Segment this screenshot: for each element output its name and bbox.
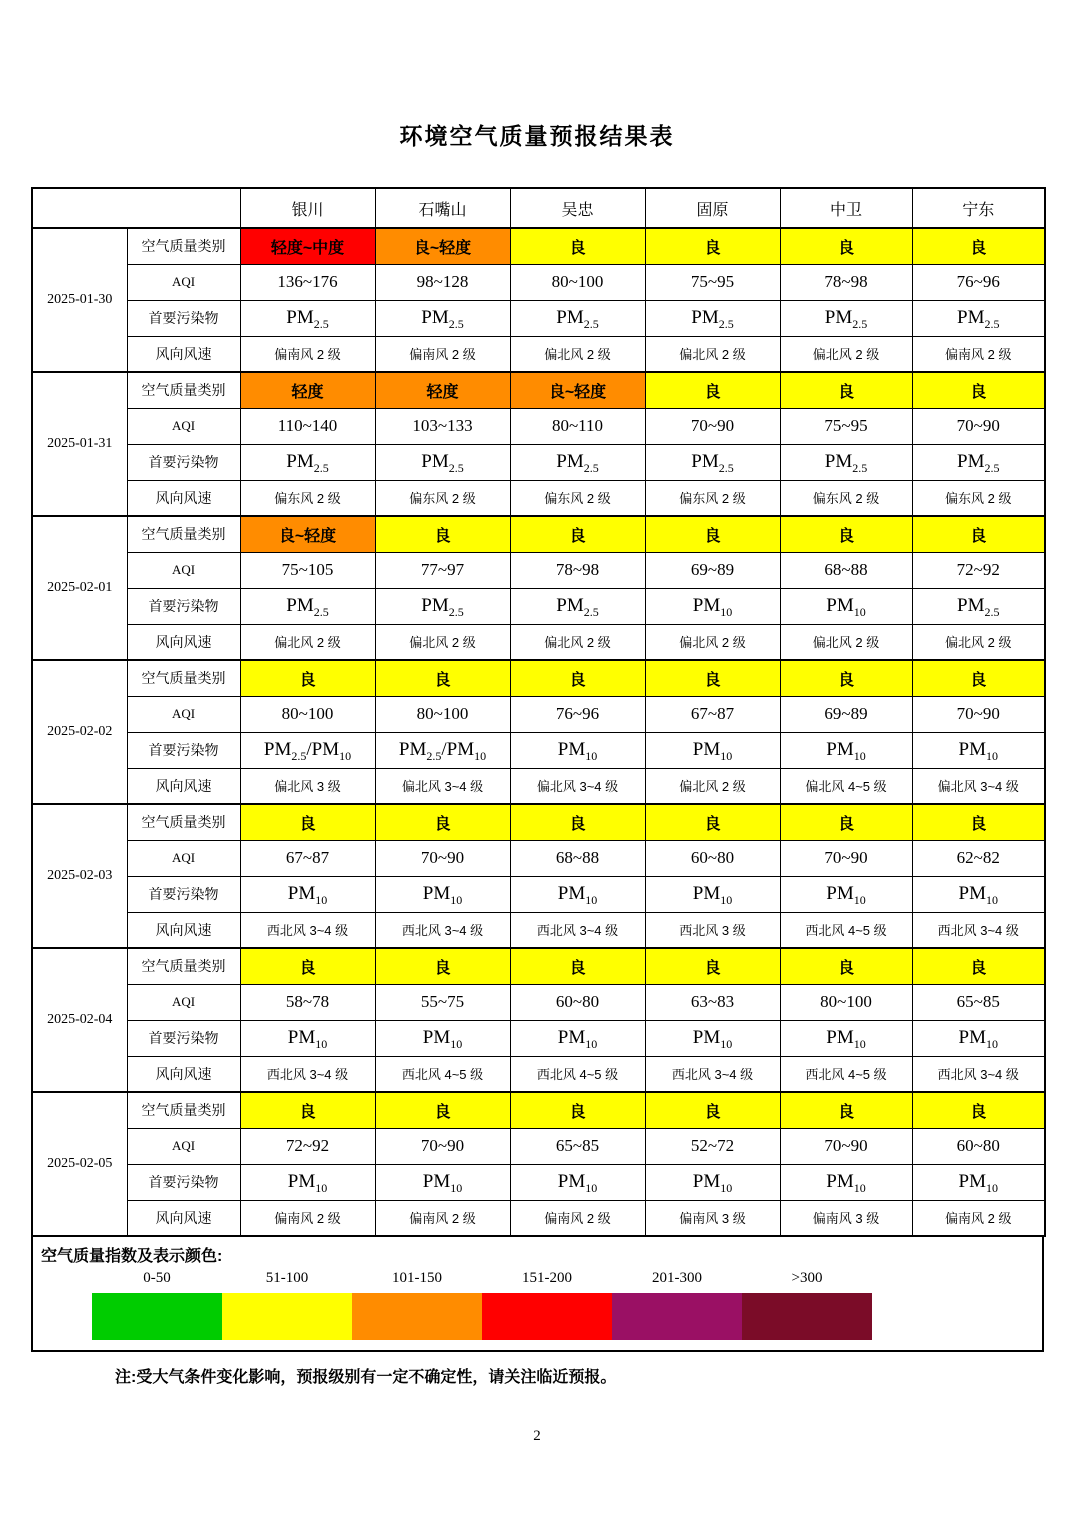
- pollutant-cell: $PM_{2.5}$: [375, 444, 510, 480]
- wind-cell: 偏北风 2 级: [780, 336, 912, 372]
- pollutant-cell: $PM_{10}$: [510, 732, 645, 768]
- aqi-cell: 65~85: [912, 984, 1045, 1020]
- pollutant-cell: $PM_{10}$: [240, 1164, 375, 1200]
- aqi-cell: 63~83: [645, 984, 780, 1020]
- aqi-cell: 70~90: [375, 1128, 510, 1164]
- wind-row: [32, 768, 1045, 804]
- aqi-cell: 98~128: [375, 264, 510, 300]
- category-cell: 良: [375, 948, 510, 984]
- category-cell: 良: [780, 1092, 912, 1128]
- wind-cell: 偏北风 2 级: [240, 624, 375, 660]
- aqi-row: [32, 984, 1045, 1020]
- wind-cell: 偏北风 4~5 级: [780, 768, 912, 804]
- wind-cell: 偏北风 2 级: [780, 624, 912, 660]
- forecast-table: [31, 187, 1046, 1237]
- category-row: [32, 948, 1045, 984]
- legend-swatch: [742, 1293, 872, 1340]
- wind-row: [32, 912, 1045, 948]
- aqi-cell: 70~90: [375, 840, 510, 876]
- category-cell: 良: [375, 804, 510, 840]
- wind-cell: 偏南风 2 级: [912, 1200, 1045, 1236]
- row-label-category: 空气质量类别: [127, 948, 240, 984]
- pollutant-cell: $PM_{10}$: [240, 1020, 375, 1056]
- pollutant-cell: $PM_{10}$: [510, 1020, 645, 1056]
- aqi-cell: 60~80: [645, 840, 780, 876]
- legend-range-labels: [92, 1266, 1042, 1293]
- row-label-wind: 风向风速: [127, 1200, 240, 1236]
- wind-row: [32, 1200, 1045, 1236]
- pollutant-cell: $PM_{10}$: [645, 732, 780, 768]
- pollutant-cell: $PM_{10}$: [780, 732, 912, 768]
- row-label-pollutant: 首要污染物: [127, 1020, 240, 1056]
- row-label-pollutant: 首要污染物: [127, 1164, 240, 1200]
- aqi-cell: 77~97: [375, 552, 510, 588]
- legend-range-label: 101-150: [392, 1270, 442, 1286]
- wind-row: [32, 1056, 1045, 1092]
- legend-swatch: [352, 1293, 482, 1340]
- pollutant-cell: $PM_{10}$: [780, 588, 912, 624]
- legend-swatch: [222, 1293, 352, 1340]
- aqi-cell: 69~89: [780, 696, 912, 732]
- category-cell: 良: [912, 516, 1045, 552]
- row-label-category: 空气质量类别: [127, 372, 240, 408]
- wind-cell: 西北风 4~5 级: [780, 912, 912, 948]
- row-label-pollutant: 首要污染物: [127, 588, 240, 624]
- wind-cell: 偏南风 3 级: [645, 1200, 780, 1236]
- row-label-aqi: AQI: [127, 552, 240, 588]
- aqi-cell: 72~92: [240, 1128, 375, 1164]
- pollutant-row: [32, 300, 1045, 336]
- row-label-aqi: AQI: [127, 840, 240, 876]
- date-cell: 2025-02-04: [32, 948, 127, 1092]
- date-cell: 2025-01-30: [32, 228, 127, 372]
- aqi-cell: 75~105: [240, 552, 375, 588]
- header-row: [32, 188, 1045, 228]
- pollutant-row: [32, 588, 1045, 624]
- pollutant-cell: $PM_{2.5}$: [510, 444, 645, 480]
- category-row: [32, 228, 1045, 264]
- category-cell: 轻度~中度: [240, 228, 375, 264]
- aqi-cell: 70~90: [780, 840, 912, 876]
- category-cell: 良: [780, 228, 912, 264]
- legend-swatch: [92, 1293, 222, 1340]
- wind-cell: 西北风 4~5 级: [780, 1056, 912, 1092]
- wind-cell: 西北风 3~4 级: [240, 912, 375, 948]
- row-label-category: 空气质量类别: [127, 804, 240, 840]
- pollutant-cell: $PM_{2.5}$: [240, 588, 375, 624]
- date-cell: 2025-02-01: [32, 516, 127, 660]
- aqi-row: [32, 696, 1045, 732]
- aqi-row: [32, 552, 1045, 588]
- row-label-aqi: AQI: [127, 1128, 240, 1164]
- wind-cell: 西北风 3~4 级: [912, 1056, 1045, 1092]
- pollutant-cell: $PM_{2.5}$: [510, 300, 645, 336]
- aqi-cell: 80~100: [780, 984, 912, 1020]
- wind-cell: 西北风 3~4 级: [510, 912, 645, 948]
- aqi-cell: 67~87: [240, 840, 375, 876]
- category-cell: 良: [912, 1092, 1045, 1128]
- category-cell: 良: [510, 948, 645, 984]
- category-cell: 良: [645, 1092, 780, 1128]
- wind-row: [32, 336, 1045, 372]
- aqi-cell: 75~95: [780, 408, 912, 444]
- wind-cell: 偏东风 2 级: [510, 480, 645, 516]
- row-label-category: 空气质量类别: [127, 228, 240, 264]
- wind-cell: 偏北风 2 级: [645, 624, 780, 660]
- aqi-cell: 58~78: [240, 984, 375, 1020]
- pollutant-cell: $PM_{2.5}$: [912, 300, 1045, 336]
- pollutant-cell: $PM_{10}$: [375, 1164, 510, 1200]
- city-header-5: 中卫: [780, 188, 912, 228]
- category-cell: 良: [912, 660, 1045, 696]
- aqi-cell: 70~90: [780, 1128, 912, 1164]
- date-cell: 2025-02-05: [32, 1092, 127, 1236]
- wind-cell: 偏南风 2 级: [375, 336, 510, 372]
- category-cell: 良: [645, 228, 780, 264]
- wind-cell: 西北风 4~5 级: [510, 1056, 645, 1092]
- category-cell: 良: [375, 516, 510, 552]
- pollutant-cell: $PM_{2.5}$: [240, 444, 375, 480]
- pollutant-cell: $PM_{10}$: [240, 876, 375, 912]
- aqi-cell: 75~95: [645, 264, 780, 300]
- category-cell: 良: [645, 516, 780, 552]
- aqi-color-legend: [31, 1237, 1044, 1352]
- aqi-cell: 60~80: [912, 1128, 1045, 1164]
- legend-range-label: 201-300: [652, 1270, 702, 1286]
- wind-cell: 偏南风 2 级: [912, 336, 1045, 372]
- aqi-cell: 65~85: [510, 1128, 645, 1164]
- pollutant-cell: $PM_{10}$: [780, 876, 912, 912]
- row-label-pollutant: 首要污染物: [127, 444, 240, 480]
- pollutant-row: [32, 1020, 1045, 1056]
- pollutant-cell: $PM_{10}$: [645, 1020, 780, 1056]
- category-cell: 良: [510, 228, 645, 264]
- category-cell: 良: [240, 1092, 375, 1128]
- pollutant-cell: $PM_{2.5}$: [645, 300, 780, 336]
- wind-cell: 西北风 4~5 级: [375, 1056, 510, 1092]
- pollutant-cell: $PM_{2.5}$: [375, 588, 510, 624]
- category-cell: 良~轻度: [510, 372, 645, 408]
- aqi-cell: 80~100: [240, 696, 375, 732]
- pollutant-cell: $PM_{10}$: [645, 876, 780, 912]
- category-cell: 良: [240, 948, 375, 984]
- legend-title: 空气质量指数及表示颜色:: [41, 1248, 223, 1265]
- pollutant-cell: $PM_{2.5}/PM_{10}$: [240, 732, 375, 768]
- category-row: [32, 1092, 1045, 1128]
- wind-cell: 偏南风 2 级: [375, 1200, 510, 1236]
- category-cell: 良: [780, 804, 912, 840]
- wind-cell: 偏东风 2 级: [780, 480, 912, 516]
- pollutant-cell: $PM_{2.5}$: [780, 444, 912, 480]
- category-row: [32, 372, 1045, 408]
- pollutant-cell: $PM_{2.5}$: [912, 588, 1045, 624]
- category-cell: 良: [912, 228, 1045, 264]
- aqi-cell: 67~87: [645, 696, 780, 732]
- aqi-cell: 70~90: [912, 696, 1045, 732]
- aqi-cell: 76~96: [510, 696, 645, 732]
- date-cell: 2025-02-03: [32, 804, 127, 948]
- wind-cell: 西北风 3~4 级: [912, 912, 1045, 948]
- wind-cell: 西北风 3~4 级: [645, 1056, 780, 1092]
- wind-cell: 偏北风 3 级: [240, 768, 375, 804]
- legend-swatch: [612, 1293, 742, 1340]
- wind-cell: 西北风 3~4 级: [240, 1056, 375, 1092]
- aqi-cell: 80~100: [375, 696, 510, 732]
- row-label-category: 空气质量类别: [127, 660, 240, 696]
- row-label-wind: 风向风速: [127, 624, 240, 660]
- wind-cell: 偏北风 3~4 级: [375, 768, 510, 804]
- pollutant-cell: $PM_{10}$: [645, 588, 780, 624]
- pollutant-row: [32, 732, 1045, 768]
- wind-cell: 偏北风 3~4 级: [912, 768, 1045, 804]
- aqi-cell: 70~90: [645, 408, 780, 444]
- wind-cell: 偏北风 2 级: [510, 624, 645, 660]
- category-cell: 良: [780, 372, 912, 408]
- row-label-category: 空气质量类别: [127, 516, 240, 552]
- date-cell: 2025-01-31: [32, 372, 127, 516]
- wind-cell: 偏北风 2 级: [510, 336, 645, 372]
- wind-cell: 偏北风 2 级: [645, 336, 780, 372]
- wind-cell: 西北风 3 级: [645, 912, 780, 948]
- category-cell: 良: [645, 660, 780, 696]
- wind-cell: 偏北风 3~4 级: [510, 768, 645, 804]
- row-label-aqi: AQI: [127, 408, 240, 444]
- pollutant-cell: $PM_{10}$: [912, 1020, 1045, 1056]
- wind-cell: 偏北风 2 级: [375, 624, 510, 660]
- wind-cell: 偏南风 2 级: [510, 1200, 645, 1236]
- pollutant-row: [32, 444, 1045, 480]
- city-header-1: 银川: [240, 188, 375, 228]
- aqi-cell: 68~88: [780, 552, 912, 588]
- date-cell: 2025-02-02: [32, 660, 127, 804]
- pollutant-cell: $PM_{10}$: [510, 1164, 645, 1200]
- aqi-cell: 62~82: [912, 840, 1045, 876]
- pollutant-cell: $PM_{2.5}$: [645, 444, 780, 480]
- city-header-4: 固原: [645, 188, 780, 228]
- category-row: [32, 804, 1045, 840]
- wind-cell: 偏北风 2 级: [645, 768, 780, 804]
- aqi-row: [32, 840, 1045, 876]
- legend-swatch: [482, 1293, 612, 1340]
- pollutant-cell: $PM_{2.5}$: [240, 300, 375, 336]
- legend-range-label: 0-50: [143, 1270, 171, 1286]
- aqi-cell: 72~92: [912, 552, 1045, 588]
- corner-cell: [32, 188, 240, 228]
- wind-row: [32, 480, 1045, 516]
- pollutant-cell: $PM_{2.5}$: [780, 300, 912, 336]
- category-cell: 良: [912, 372, 1045, 408]
- page-title: 环境空气质量预报结果表: [399, 123, 675, 149]
- pollutant-cell: $PM_{10}$: [912, 1164, 1045, 1200]
- wind-cell: 偏南风 3 级: [780, 1200, 912, 1236]
- row-label-wind: 风向风速: [127, 768, 240, 804]
- legend-range-label: 151-200: [522, 1270, 572, 1286]
- pollutant-cell: $PM_{10}$: [375, 876, 510, 912]
- aqi-cell: 110~140: [240, 408, 375, 444]
- category-cell: 良: [912, 948, 1045, 984]
- pollutant-cell: $PM_{2.5}$: [375, 300, 510, 336]
- category-cell: 良: [780, 516, 912, 552]
- wind-cell: 偏东风 2 级: [645, 480, 780, 516]
- legend-range-label: 51-100: [265, 1270, 309, 1286]
- category-row: [32, 660, 1045, 696]
- wind-cell: 西北风 3~4 级: [375, 912, 510, 948]
- aqi-row: [32, 408, 1045, 444]
- pollutant-cell: $PM_{10}$: [912, 876, 1045, 912]
- pollutant-cell: $PM_{2.5}$: [510, 588, 645, 624]
- pollutant-cell: $PM_{10}$: [510, 876, 645, 912]
- pollutant-cell: $PM_{10}$: [375, 1020, 510, 1056]
- category-cell: 良: [645, 804, 780, 840]
- aqi-cell: 52~72: [645, 1128, 780, 1164]
- aqi-cell: 55~75: [375, 984, 510, 1020]
- aqi-cell: 70~90: [912, 408, 1045, 444]
- aqi-cell: 136~176: [240, 264, 375, 300]
- city-header-6: 宁东: [912, 188, 1045, 228]
- category-cell: 良: [240, 660, 375, 696]
- category-cell: 良: [645, 372, 780, 408]
- pollutant-cell: $PM_{10}$: [645, 1164, 780, 1200]
- wind-cell: 偏东风 2 级: [240, 480, 375, 516]
- wind-row: [32, 624, 1045, 660]
- pollutant-cell: $PM_{2.5}$: [912, 444, 1045, 480]
- category-cell: 良: [780, 948, 912, 984]
- aqi-cell: 78~98: [780, 264, 912, 300]
- category-cell: 良~轻度: [375, 228, 510, 264]
- category-cell: 良: [510, 660, 645, 696]
- aqi-row: [32, 264, 1045, 300]
- category-row: [32, 516, 1045, 552]
- row-label-aqi: AQI: [127, 984, 240, 1020]
- category-cell: 良: [645, 948, 780, 984]
- aqi-cell: 80~110: [510, 408, 645, 444]
- legend-range-label: >300: [791, 1270, 823, 1286]
- wind-cell: 偏南风 2 级: [240, 336, 375, 372]
- row-label-wind: 风向风速: [127, 336, 240, 372]
- row-label-wind: 风向风速: [127, 480, 240, 516]
- row-label-aqi: AQI: [127, 696, 240, 732]
- pollutant-cell: $PM_{2.5}/PM_{10}$: [375, 732, 510, 768]
- pollutant-cell: $PM_{10}$: [780, 1020, 912, 1056]
- wind-cell: 偏北风 2 级: [912, 624, 1045, 660]
- aqi-row: [32, 1128, 1045, 1164]
- category-cell: 良: [780, 660, 912, 696]
- category-cell: 良: [240, 804, 375, 840]
- row-label-pollutant: 首要污染物: [127, 876, 240, 912]
- wind-cell: 偏南风 2 级: [240, 1200, 375, 1236]
- category-cell: 良~轻度: [240, 516, 375, 552]
- row-label-category: 空气质量类别: [127, 1092, 240, 1128]
- category-cell: 良: [375, 660, 510, 696]
- row-label-pollutant: 首要污染物: [127, 300, 240, 336]
- row-label-aqi: AQI: [127, 264, 240, 300]
- city-header-2: 石嘴山: [375, 188, 510, 228]
- aqi-cell: 76~96: [912, 264, 1045, 300]
- aqi-cell: 68~88: [510, 840, 645, 876]
- pollutant-cell: $PM_{10}$: [780, 1164, 912, 1200]
- aqi-cell: 103~133: [375, 408, 510, 444]
- aqi-cell: 60~80: [510, 984, 645, 1020]
- row-label-wind: 风向风速: [127, 1056, 240, 1092]
- page-number: 2: [533, 1428, 541, 1444]
- category-cell: 良: [912, 804, 1045, 840]
- category-cell: 良: [375, 1092, 510, 1128]
- city-header-3: 吴忠: [510, 188, 645, 228]
- category-cell: 良: [510, 804, 645, 840]
- category-cell: 轻度: [240, 372, 375, 408]
- category-cell: 轻度: [375, 372, 510, 408]
- wind-cell: 偏东风 2 级: [912, 480, 1045, 516]
- legend-swatches: [92, 1293, 1042, 1340]
- row-label-wind: 风向风速: [127, 912, 240, 948]
- category-cell: 良: [510, 1092, 645, 1128]
- forecast-table-wrap: [31, 187, 1074, 1237]
- pollutant-row: [32, 876, 1045, 912]
- aqi-cell: 78~98: [510, 552, 645, 588]
- row-label-pollutant: 首要污染物: [127, 732, 240, 768]
- forecast-note: 注:受大气条件变化影响，预报级别有一定不确定性，请关注临近预报。: [115, 1369, 617, 1386]
- category-cell: 良: [510, 516, 645, 552]
- aqi-cell: 80~100: [510, 264, 645, 300]
- wind-cell: 偏东风 2 级: [375, 480, 510, 516]
- pollutant-row: [32, 1164, 1045, 1200]
- pollutant-cell: $PM_{10}$: [912, 732, 1045, 768]
- aqi-cell: 69~89: [645, 552, 780, 588]
